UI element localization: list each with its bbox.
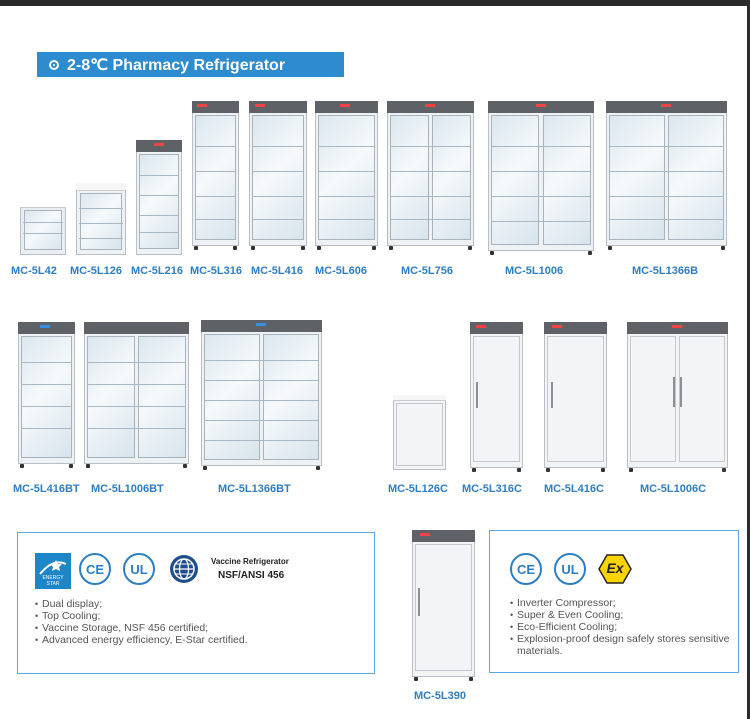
model-label: MC-5L42 — [11, 265, 57, 277]
fridge-mc-5l1366bt — [201, 320, 322, 466]
model-label: MC-5L126C — [388, 483, 448, 495]
list-item: • Vaccine Storage, NSF 456 certified; — [35, 622, 365, 634]
model-label: MC-5L606 — [315, 265, 367, 277]
ce-mark-icon: CE — [79, 553, 111, 585]
bullet-circle-icon — [49, 60, 59, 70]
section-title: 2-8℃ Pharmacy Refrigerator — [67, 56, 286, 74]
fridge-mc-5l606 — [315, 101, 378, 246]
fridge-mc-5l416 — [249, 101, 307, 246]
fridge-mc-5l126 — [76, 183, 126, 255]
fridge-mc-5l126c — [393, 395, 446, 470]
ul-mark-icon: UL — [554, 553, 586, 585]
model-label: MC-5L1006BT — [91, 483, 164, 495]
fridge-mc-5l216 — [136, 140, 182, 255]
model-label: MC-5L756 — [401, 265, 453, 277]
fridge-mc-5l416bt — [18, 322, 75, 464]
model-label: MC-5L1006C — [640, 483, 707, 495]
fridge-mc-5l1366b — [606, 101, 727, 246]
list-item: • Dual display; — [35, 598, 365, 610]
fridge-mc-5l390 — [412, 530, 475, 677]
list-item: • Inverter Compressor; — [510, 597, 730, 609]
model-label: MC-5L1006 — [505, 265, 564, 277]
fridge-mc-5l42 — [20, 200, 66, 255]
ce-mark-icon: CE — [510, 553, 542, 585]
model-label: MC-5L416C — [544, 483, 604, 495]
feature-box-right — [489, 530, 739, 673]
model-label: MC-5L126 — [70, 265, 122, 277]
list-item: • Advanced energy efficiency, E-Star certified. — [35, 634, 365, 646]
vaccine-title: Vaccine Refrigerator — [211, 557, 289, 566]
section-title-banner — [37, 52, 344, 77]
model-label: MC-5L390 — [414, 690, 466, 702]
list-item: • Explosion-proof design safely stores sensitive materials. — [510, 633, 730, 657]
model-label: MC-5L416BT — [13, 483, 80, 495]
model-label: MC-5L1366B — [632, 265, 699, 277]
model-label: MC-5L416 — [251, 265, 303, 277]
fridge-mc-5l1006c — [627, 322, 728, 468]
ul-mark-icon: UL — [123, 553, 155, 585]
fridge-mc-5l316 — [192, 101, 239, 246]
feature-box-left — [17, 532, 375, 674]
fridge-mc-5l756 — [387, 101, 474, 246]
list-item: • Top Cooling; — [35, 610, 365, 622]
explosion-proof-icon: Ex — [597, 553, 633, 585]
list-item: • Eco-Efficient Cooling; — [510, 621, 730, 633]
fridge-mc-5l416c — [544, 322, 607, 468]
vaccine-standard: NSF/ANSI 456 — [218, 570, 285, 581]
fridge-mc-5l1006 — [488, 101, 594, 251]
fridge-mc-5l1006bt — [84, 322, 189, 464]
model-label: MC-5L216 — [131, 265, 183, 277]
feature-list-left — [35, 598, 365, 646]
energy-star-icon — [35, 553, 71, 589]
fridge-mc-5l316c — [470, 322, 523, 468]
model-label: MC-5L316C — [462, 483, 522, 495]
feature-list-right — [510, 597, 730, 657]
model-label: MC-5L316 — [190, 265, 242, 277]
nsf-globe-icon — [168, 553, 200, 585]
top-border — [0, 0, 750, 6]
model-label: MC-5L1366BT — [218, 483, 291, 495]
energy-star-text: ENERGY STAR — [42, 575, 64, 587]
list-item: • Super & Even Cooling; — [510, 609, 730, 621]
